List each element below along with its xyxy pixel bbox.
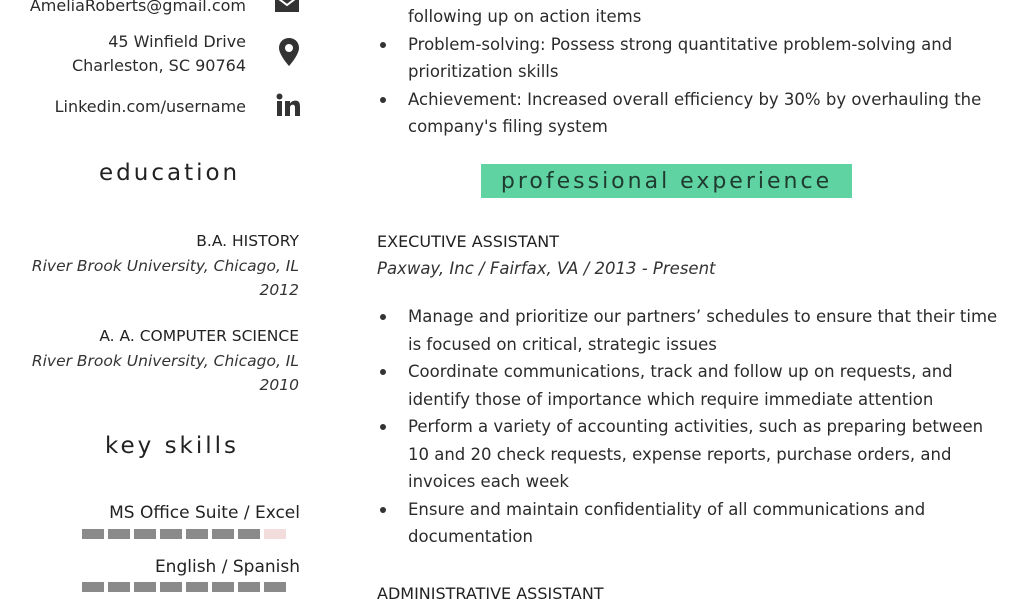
- bullet-dot-icon: [380, 314, 386, 320]
- education-year: 2010: [259, 376, 299, 394]
- map-pin-icon: [275, 38, 303, 66]
- skill-segment-filled: [82, 582, 104, 592]
- skill-segment-empty: [264, 529, 286, 539]
- job-bullet: Manage and prioritize our partners’ schedules to ensure that their time is focused on critical, strategic issues: [378, 303, 998, 358]
- bullet-dot-icon: [380, 507, 386, 513]
- education-school: River Brook University, Chicago, IL: [31, 352, 299, 370]
- job-bullet: Ensure and maintain confidentiality of all communications and documentation: [378, 496, 998, 551]
- bullet-dot-icon: [380, 97, 386, 103]
- contact-linkedin[interactable]: Linkedin.com/username: [54, 97, 246, 116]
- education-degree: B.A. HISTORY: [196, 232, 299, 250]
- education-degree: A. A. COMPUTER SCIENCE: [99, 327, 299, 345]
- skill-segment-filled: [134, 582, 156, 592]
- skill-segment-filled: [264, 582, 286, 592]
- job-bullet: Coordinate communications, track and follow up on requests, and identify those of importance which require immediate attention: [378, 358, 998, 413]
- skill-segment-filled: [134, 529, 156, 539]
- experience-heading: professional experience: [481, 164, 852, 198]
- skill-name: MS Office Suite / Excel: [109, 503, 300, 523]
- education-year: 2012: [259, 281, 299, 299]
- bullet-dot-icon: [380, 42, 386, 48]
- skill-name: English / Spanish: [154, 557, 300, 577]
- skill-segment-filled: [160, 529, 182, 539]
- job-bullet-list: [378, 303, 998, 551]
- skill-segment-filled: [108, 529, 130, 539]
- education-heading: education: [99, 160, 241, 186]
- skill-segment-filled: [186, 582, 208, 592]
- skill-segment-filled: [108, 582, 130, 592]
- contact-address-line1: 45 Winfield Drive: [108, 32, 246, 51]
- skill-segment-filled: [82, 529, 104, 539]
- summary-bullet: following up on action items: [408, 7, 642, 26]
- skill-segment-filled: [238, 582, 260, 592]
- skill-segment-filled: [186, 529, 208, 539]
- skill-segment-filled: [212, 582, 234, 592]
- linkedin-icon: [274, 91, 302, 119]
- job-title: EXECUTIVE ASSISTANT: [377, 232, 560, 251]
- bullet-dot-icon: [380, 369, 386, 375]
- skill-segment-filled: [160, 582, 182, 592]
- contact-email[interactable]: AmeliaRoberts@gmail.com: [29, 0, 246, 15]
- envelope-icon: [273, 0, 301, 18]
- skill-level-bar: [82, 582, 286, 592]
- skills-heading: key skills: [105, 433, 240, 459]
- skill-level-bar: [82, 529, 286, 539]
- skill-segment-filled: [238, 529, 260, 539]
- skill-segment-filled: [212, 529, 234, 539]
- job-bullet: Perform a variety of accounting activities, such as preparing between 10 and 20 check requests, expense reports, purchase orders, and invoices each week: [378, 413, 998, 496]
- job-title: ADMINISTRATIVE ASSISTANT: [377, 584, 604, 600]
- summary-bullet: Achievement: Increased overall efficiency by 30% by overhauling the company's filing system: [378, 86, 998, 141]
- job-company-location-dates: Paxway, Inc / Fairfax, VA / 2013 - Present: [377, 259, 716, 278]
- education-school: River Brook University, Chicago, IL: [31, 257, 299, 275]
- bullet-dot-icon: [380, 424, 386, 430]
- contact-address-line2: Charleston, SC 90764: [71, 56, 246, 75]
- summary-bullet-list: [378, 3, 998, 141]
- summary-bullet: Problem-solving: Possess strong quantitative problem-solving and prioritization skills: [378, 31, 998, 86]
